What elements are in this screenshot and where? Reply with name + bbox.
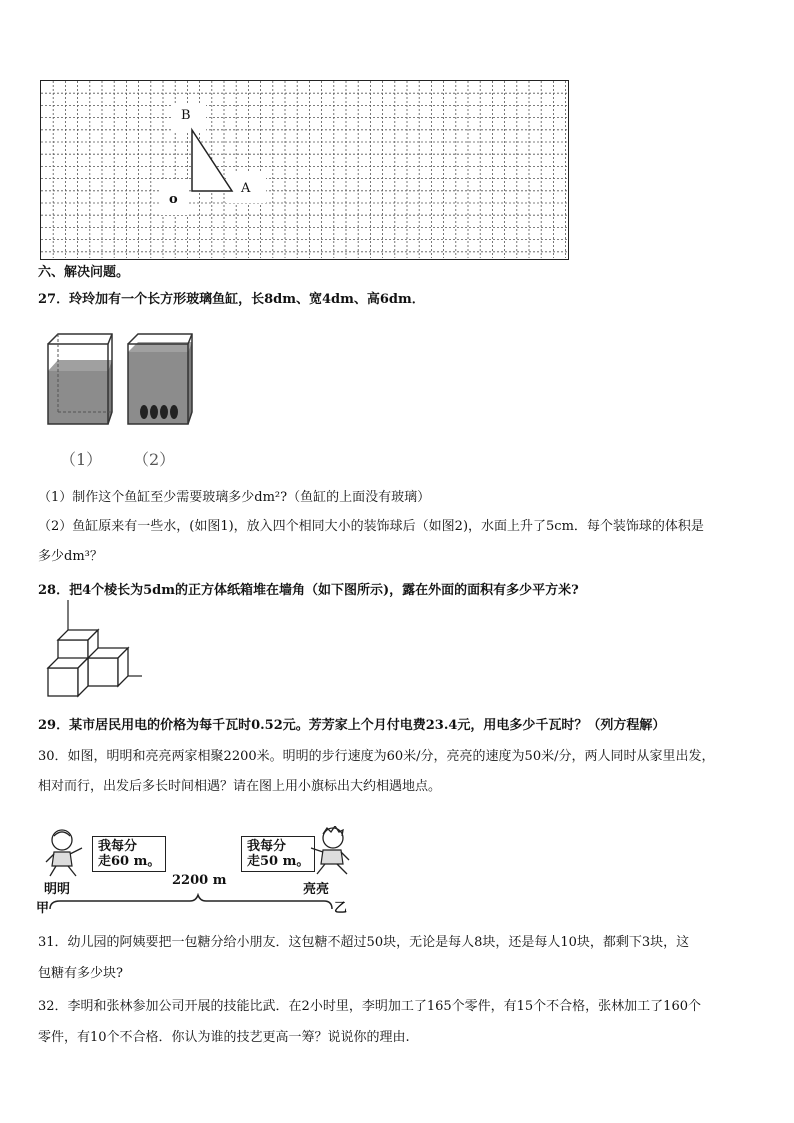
- q30-line2: 相对而行，出发后多长时间相遇？请在图上用小旗标出大约相遇地点。: [38, 779, 442, 794]
- bubble-right-line1: 我每分: [247, 839, 287, 854]
- point-a-label: A: [241, 181, 251, 196]
- boy-liangliang-figure: [305, 826, 355, 878]
- section-title: 六、解决问题。: [38, 265, 130, 280]
- q32-line1: 32．李明和张林参加公司开展的技能比武．在2小时里，李明加工了165个零件，有15个不合格，张林加工了160个: [38, 999, 701, 1014]
- name-liangliang: 亮亮: [303, 882, 330, 897]
- q27-sub1: （1）制作这个鱼缸至少需要玻璃多少dm²?（鱼缸的上面没有玻璃）: [38, 490, 431, 505]
- speech-bubble-left: [92, 836, 166, 872]
- boy-mingming-figure: [40, 828, 90, 878]
- bubble-left-line1: 我每分: [98, 839, 138, 854]
- end-label-jia: 甲: [36, 901, 50, 916]
- fig1-label: （1）: [60, 450, 103, 469]
- coordinate-grid: [40, 80, 569, 260]
- bubble-right-line2: 走50 m。: [247, 854, 310, 869]
- distance-brace: [48, 893, 338, 913]
- name-mingming: 明明: [44, 882, 71, 897]
- q27-text: 27．玲玲加有一个长方形玻璃鱼缸，长8dm、宽4dm、高6dm．: [38, 292, 425, 307]
- q30-line1: 30．如图，明明和亮亮两家相聚2200米。明明的步行速度为60米/分，亮亮的速度为50米/分，两人同时从家里出发，: [38, 749, 715, 764]
- fig2-label: （2）: [133, 450, 176, 469]
- q31-line1: 31．幼儿园的阿姨要把一包糖分给小朋友．这包糖不超过50块，无论是每人8块，还是每人10块，都剩下3块，这: [38, 935, 690, 950]
- fish-tank-figure-1: [40, 330, 115, 430]
- q31-line2: 包糖有多少块?: [38, 966, 123, 981]
- q29-text: 29．某市居民用电的价格为每千瓦时0.52元。芳芳家上个月付电费23.4元，用电多少千瓦时？（列方程解）: [38, 718, 666, 733]
- bubble-left-line2: 走60 m。: [98, 854, 161, 869]
- stacked-cubes-figure: [40, 600, 150, 700]
- point-b-label: B: [181, 108, 191, 123]
- fish-tank-figure-2: [120, 330, 195, 430]
- end-label-yi: 乙: [334, 901, 348, 916]
- q32-line2: 零件，有10个不合格．你认为谁的技艺更高一筹？说说你的理由.: [38, 1030, 410, 1045]
- right-triangle-aob: [41, 81, 567, 258]
- point-o-label: o: [169, 192, 178, 207]
- q27-sub2-line2: 多少dm³？: [38, 549, 103, 564]
- distance-label: 2200 m: [172, 873, 227, 888]
- q28-text: 28．把4个棱长为5dm的正方体纸箱堆在墙角（如下图所示)，露在外面的面积有多少平方米?: [38, 583, 579, 598]
- q27-sub2-line1: （2）鱼缸原来有一些水，(如图1)，放入四个相同大小的装饰球后（如图2)，水面上升了5cm．每个装饰球的体积是: [38, 519, 704, 534]
